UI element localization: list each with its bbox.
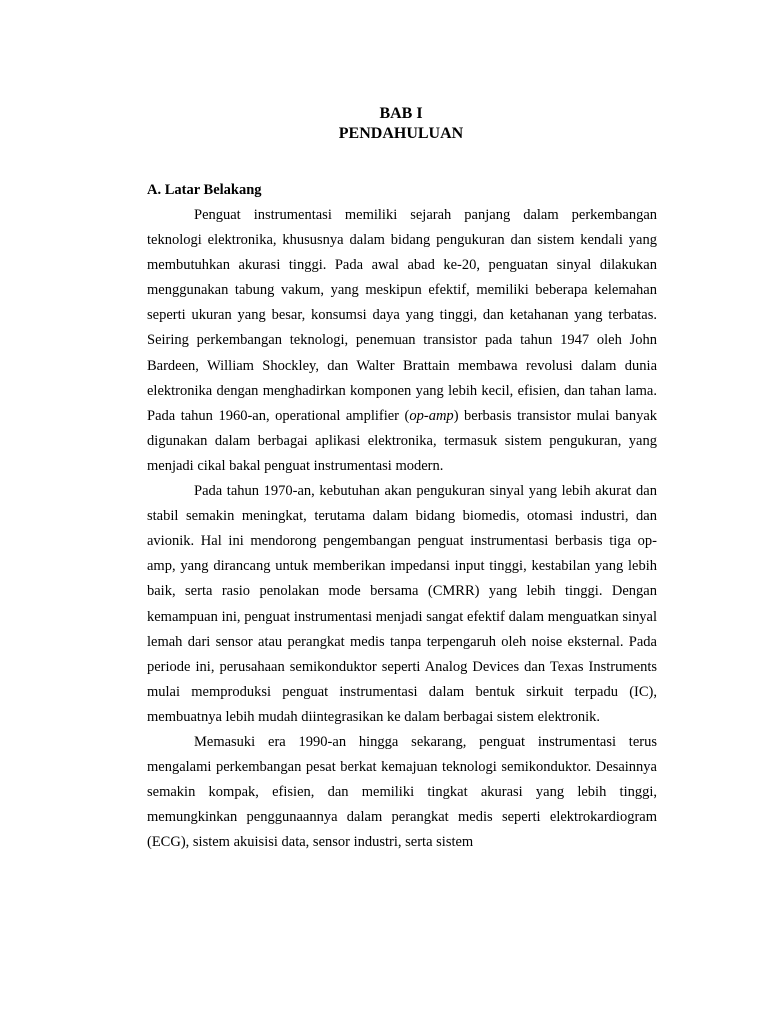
paragraph-2: Pada tahun 1970-an, kebutuhan akan pengukuran sinyal yang lebih akurat dan stabil semakin meningkat, terutama dalam bidang biomedis, otomasi industri, dan avionik. Hal ini mendorong pengembangan penguat instrumentasi berbasis tiga op-amp, yang dirancang untuk memberikan impedansi input tinggi, kestabilan yang lebih baik, serta rasio penolakan mode bersama (CMRR) yang lebih tinggi. Dengan kemampuan ini, penguat instrumentasi menjadi sangat efektif dalam menguatkan sinyal lemah dari sensor atau perangkat medis tanpa terpengaruh oleh noise eksternal. Pada periode ini, perusahaan semikonduktor seperti Analog Devices dan Texas Instruments mulai memproduksi penguat instrumentasi dalam bentuk sirkuit terpadu (IC), membuatnya lebih mudah diintegrasikan ke dalam berbagai sistem elektronik.: [147, 483, 657, 725]
chapter-number: BAB I: [379, 105, 423, 122]
paragraph-1-italic-term: op-amp: [409, 407, 454, 424]
paragraph-1: [147, 203, 657, 479]
section-heading: A. Latar Belakang: [147, 182, 262, 198]
chapter-title: PENDAHULUAN: [338, 125, 464, 142]
paragraph-1-text-end: ) berbasis transistor mulai banyak digunakan dalam berbagai aplikasi elektronika, termasuk sistem pengukuran, yang menjadi cikal bakal penguat instrumentasi modern.: [147, 407, 657, 474]
chapter-heading: [0, 104, 768, 144]
paragraph-1-text-start: Penguat instrumentasi memiliki sejarah panjang dalam perkembangan teknologi elektronika, khususnya dalam bidang pengukuran dan sistem kendali yang membutuhkan akurasi tinggi. Pada awal abad ke-20, penguatan sinyal dilakukan menggunakan tabung vakum, yang meskipun efektif, memiliki beberapa kelemahan seperti ukuran yang besar, konsumsi daya yang tinggi, dan ketahanan yang terbatas. Seiring perkembangan teknologi, penemuan transistor pada tahun 1947 oleh John Bardeen, William Shockley, dan Walter Brattain membawa revolusi dalam dunia elektronika dengan menghadirkan komponen yang lebih kecil, efisien, dan tahan lama. Pada tahun 1960-an, operational amplifier (: [147, 207, 657, 424]
paragraph-3: Memasuki era 1990-an hingga sekarang, penguat instrumentasi terus mengalami perkembangan pesat berkat kemajuan teknologi semikonduktor. Desainnya semakin kompak, efisien, dan memiliki tingkat akurasi yang lebih tinggi, memungkinkan penggunaannya dalam perangkat medis seperti elektrokardiogram (ECG), sistem akuisisi data, sensor industri, serta sistem: [147, 733, 657, 851]
body-text: [147, 203, 657, 855]
